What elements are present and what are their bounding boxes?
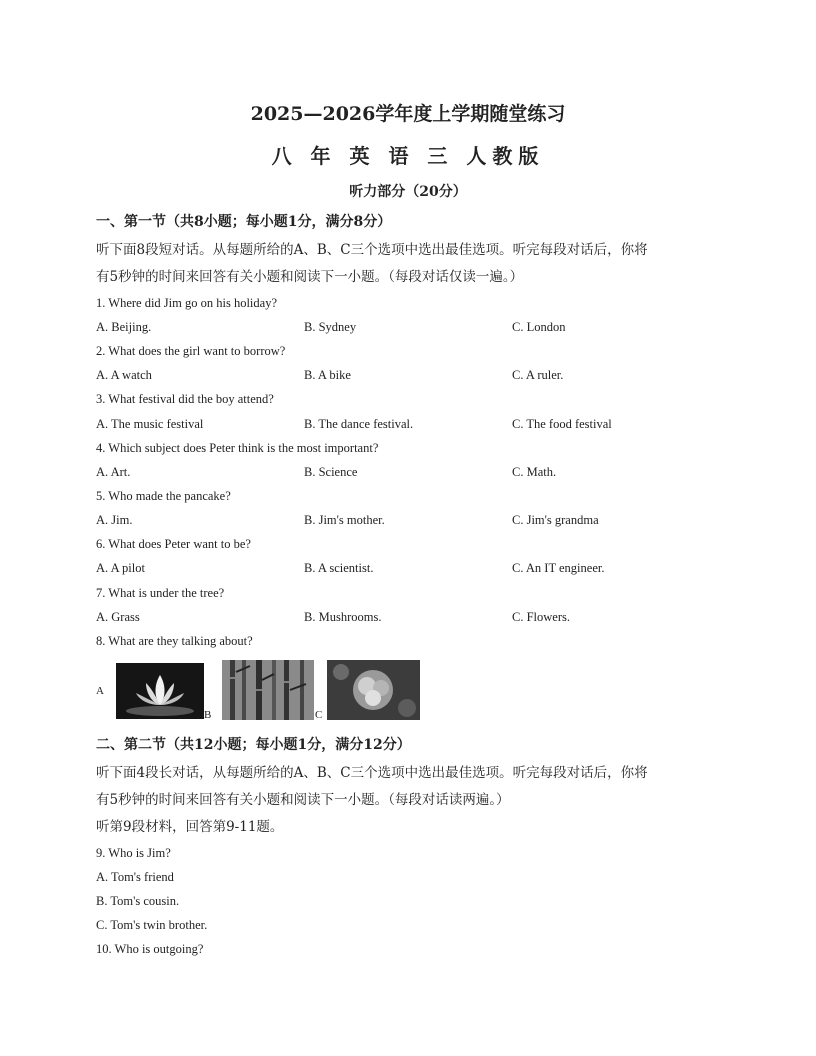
option-2a: A. A watch bbox=[96, 368, 152, 382]
option-5a: A. Jim. bbox=[96, 513, 133, 527]
lotus-icon bbox=[116, 663, 204, 719]
option-6c: C. An IT engineer. bbox=[512, 561, 605, 575]
question-6: 6. What does Peter want to be? bbox=[96, 537, 251, 551]
option-4c: C. Math. bbox=[512, 465, 557, 479]
section1-instruction-2: 有5秒钟的时间来回答有关小题和阅读下一小题。（每段对话仅读一遍。） bbox=[96, 269, 524, 285]
option-1b: B. Sydney bbox=[304, 320, 357, 334]
question-1: 1. Where did Jim go on his holiday? bbox=[96, 296, 277, 310]
option-3c: C. The food festival bbox=[512, 417, 612, 431]
question-8: 8. What are they talking about? bbox=[96, 634, 253, 648]
picture-label-b: B bbox=[204, 709, 212, 721]
option-9b: B. Tom's cousin. bbox=[96, 894, 180, 908]
question-5: 5. Who made the pancake? bbox=[96, 489, 231, 503]
section2-heading: 二、第二节（共12小题；每小题1分，满分12分） bbox=[96, 737, 411, 753]
option-7b: B. Mushrooms. bbox=[304, 610, 382, 624]
question-4: 4. Which subject does Peter think is the most important? bbox=[96, 441, 379, 455]
option-1a: A. Beijing. bbox=[96, 320, 152, 334]
option-2c: C. A ruler. bbox=[512, 368, 564, 382]
option-7c: C. Flowers. bbox=[512, 610, 570, 624]
option-1c: C. London bbox=[512, 320, 566, 334]
peony-image bbox=[327, 660, 420, 720]
question-2: 2. What does the girl want to borrow? bbox=[96, 344, 286, 358]
option-5b: B. Jim's mother. bbox=[304, 513, 385, 527]
peony-icon bbox=[327, 660, 420, 720]
section2-instruction-2: 有5秒钟的时间来回答有关小题和阅读下一小题。（每段对话读两遍。） bbox=[96, 792, 510, 808]
section2-instruction-1: 听下面4段长对话，从每题所给的A、B、C三个选项中选出最佳选项。听完每段对话后，你将 bbox=[96, 765, 648, 781]
picture-label-a: A bbox=[96, 685, 104, 697]
option-9c: C. Tom's twin brother. bbox=[96, 918, 208, 932]
option-3a: A. The music festival bbox=[96, 417, 204, 431]
option-6a: A. A pilot bbox=[96, 561, 145, 575]
part-title: 听力部分（20分） bbox=[349, 184, 467, 200]
exam-subtitle: 八 年 英 语 三 人教版 bbox=[271, 144, 545, 168]
option-4a: A. Art. bbox=[96, 465, 131, 479]
option-7a: A. Grass bbox=[96, 610, 140, 624]
section1-instruction-1: 听下面8段短对话。从每题所给的A、B、C三个选项中选出最佳选项。听完每段对话后，你将 bbox=[96, 242, 648, 258]
exam-title: 2025—2026学年度上学期随堂练习 bbox=[250, 103, 566, 125]
option-6b: B. A scientist. bbox=[304, 561, 374, 575]
question-3: 3. What festival did the boy attend? bbox=[96, 392, 274, 406]
section1-heading: 一、第一节（共8小题；每小题1分，满分8分） bbox=[96, 214, 392, 230]
option-4b: B. Science bbox=[304, 465, 358, 479]
option-9a: A. Tom's friend bbox=[96, 870, 174, 884]
lotus-image bbox=[116, 663, 204, 719]
material-note: 听第9段材料，回答第9-11题。 bbox=[96, 819, 284, 835]
picture-label-c: C bbox=[315, 709, 323, 721]
option-3b: B. The dance festival. bbox=[304, 417, 414, 431]
bamboo-image bbox=[222, 660, 314, 720]
question-7: 7. What is under the tree? bbox=[96, 586, 225, 600]
question-9: 9. Who is Jim? bbox=[96, 846, 171, 860]
option-5c: C. Jim's grandma bbox=[512, 513, 599, 527]
option-2b: B. A bike bbox=[304, 368, 351, 382]
question-10: 10. Who is outgoing? bbox=[96, 942, 204, 956]
bamboo-icon bbox=[222, 660, 314, 720]
